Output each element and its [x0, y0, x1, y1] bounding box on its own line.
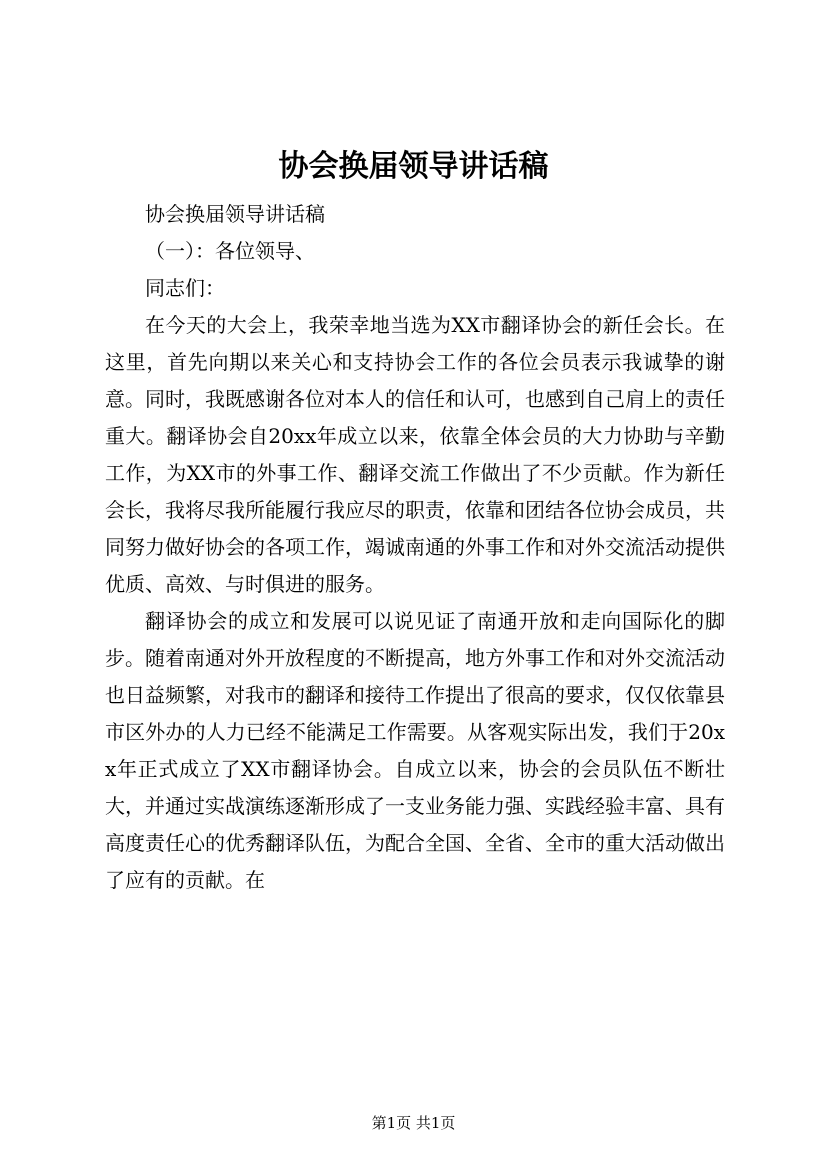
paragraph-body-1: 在今天的大会上，我荣幸地当选为XX市翻译协会的新任会长。在这里，首先向期以来关心和支持协会工作的各位会员表示我诚挚的谢意。同时，我既感谢各位对本人的信任和认可，也感到自己肩上的责任重大。翻译协会自20xx年成立以来，依靠全体会员的大力协助与辛勤工作，为XX市的外事工作、翻译交流工作做出了不少贡献。作为新任会长，我将尽我所能履行我应尽的职责，依靠和团结各位协会成员，共同努力做好协会的各项工作，竭诚南通的外事工作和对外交流活动提供优质、高效、与时俱进的服务。: [105, 313, 725, 596]
paragraph-salutation-2: 同志们：: [145, 276, 225, 300]
document-title: 协会换届领导讲话稿: [278, 149, 549, 184]
paragraph-salutation-1: （一）：各位领导、: [145, 239, 315, 263]
paragraph-subtitle: 协会换届领导讲话稿: [145, 202, 325, 226]
paragraph-body-2: 翻译协会的成立和发展可以说见证了南通开放和走向国际化的脚步。随着南通对外开放程度的不断提高，地方外事工作和对外交流活动也日益频繁，对我市的翻译和接待工作提出了很高的要求，仅仅依靠县市区外办的人力已经不能满足工作需要。从客观实际出发，我们于20xx年正式成立了XX市翻译协会。自成立以来，协会的会员队伍不断壮大，并通过实战演练逐渐形成了一支业务能力强、实践经验丰富、具有高度责任心的优秀翻译队伍，为配合全国、全省、全市的重大活动做出了应有的贡献。在: [105, 609, 725, 892]
document-body: [105, 196, 725, 899]
page-footer: 第1页 共1页: [371, 1114, 456, 1132]
